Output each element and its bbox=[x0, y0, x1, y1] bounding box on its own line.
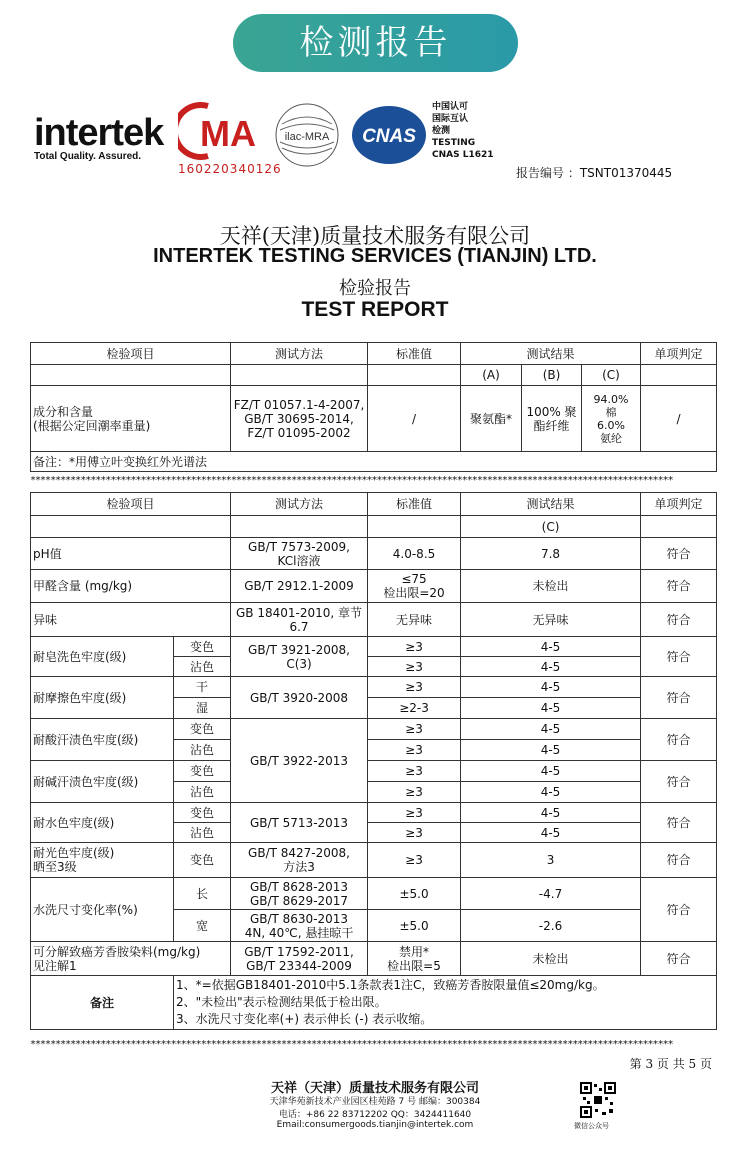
composition-method: FZ/T 01057.1-4-2007, GB/T 30695-2014, FZ/T 01095-2002 bbox=[231, 386, 368, 452]
light-standard: ≥3 bbox=[368, 843, 461, 878]
water-std1: ≥3 bbox=[368, 803, 461, 823]
header-method: 测试方法 bbox=[231, 493, 368, 516]
footer-address: 天津华苑新技术产业园区桂苑路 7 号 邮编：300384 bbox=[269, 1097, 481, 1107]
soap-sub1: 变色 bbox=[174, 637, 231, 657]
intertek-tagline: Total Quality. Assured. bbox=[34, 151, 142, 162]
formaldehyde-standard: ≤75 检出限=20 bbox=[368, 570, 461, 603]
rub-std1: ≥3 bbox=[368, 677, 461, 698]
remark-line: 3、水洗尺寸变化率(+) 表示伸长 (-) 表示收缩。 bbox=[176, 1012, 433, 1026]
header-item: 检验项目 bbox=[31, 493, 231, 516]
report-banner: 检测报告 bbox=[233, 14, 518, 72]
rub-std2: ≥2-3 bbox=[368, 698, 461, 719]
alkali-res1: 4-5 bbox=[461, 761, 641, 782]
azo-method: GB/T 17592-2011, GB/T 23344-2009 bbox=[231, 942, 368, 976]
remarks-label: 备注 bbox=[31, 976, 174, 1030]
odor-result: 无异味 bbox=[461, 603, 641, 637]
alkali-sub2: 沾色 bbox=[174, 782, 231, 803]
header-judge: 单项判定 bbox=[641, 343, 717, 365]
acid-item: 耐酸汗渍色牢度(级) bbox=[31, 719, 174, 761]
light-sub1: 变色 bbox=[174, 843, 231, 878]
water-res2: 4-5 bbox=[461, 823, 641, 843]
rub-judge: 符合 bbox=[641, 677, 717, 719]
sample-a: (A) bbox=[461, 365, 522, 386]
cnas-caption-line: CNAS L1621 bbox=[432, 150, 494, 160]
odor-item: 异味 bbox=[31, 603, 231, 637]
odor-standard: 无异味 bbox=[368, 603, 461, 637]
intertek-logo bbox=[34, 112, 163, 162]
header-result: 测试结果 bbox=[461, 493, 641, 516]
sample-c: (C) bbox=[582, 365, 641, 386]
azo-item: 可分解致癌芳香胺染料(mg/kg) 见注解1 bbox=[31, 942, 231, 976]
result-c: 94.0% 棉 6.0% 氨纶 bbox=[582, 386, 641, 452]
header-item: 检验项目 bbox=[31, 343, 231, 365]
water-item: 耐水色牢度(级) bbox=[31, 803, 174, 843]
rub-sub1: 干 bbox=[174, 677, 231, 698]
water-sub2: 沾色 bbox=[174, 823, 231, 843]
report-number: 报告编号 ：TSNT01370445 bbox=[516, 166, 673, 180]
composition-item: 成分和含量 (根据公定回潮率重量) bbox=[31, 386, 231, 452]
light-judge: 符合 bbox=[641, 843, 717, 878]
cnas-caption-line: 国际互认 bbox=[432, 114, 469, 124]
acid-sub1: 变色 bbox=[174, 719, 231, 740]
cma-logo bbox=[178, 102, 268, 160]
soap-res2: 4-5 bbox=[461, 657, 641, 677]
water-judge: 符合 bbox=[641, 803, 717, 843]
light-item: 耐光色牢度(级) 晒至3级 bbox=[31, 843, 174, 878]
ma-number: 160220340126 bbox=[178, 162, 282, 176]
report-title-en: TEST REPORT bbox=[301, 298, 449, 321]
acid-res1: 4-5 bbox=[461, 719, 641, 740]
composition-note: 备注：*用傅立叶变换红外光谱法 bbox=[31, 452, 717, 472]
sweat-method: GB/T 3922-2013 bbox=[231, 719, 368, 803]
soap-item: 耐皂洗色牢度(级) bbox=[31, 637, 174, 677]
header-method: 测试方法 bbox=[231, 343, 368, 365]
odor-method: GB 18401-2010, 章节 6.7 bbox=[231, 603, 368, 637]
dimension-std2: ±5.0 bbox=[368, 910, 461, 942]
cnas-logo bbox=[350, 104, 428, 166]
composition-judge: / bbox=[641, 386, 717, 452]
rub-method: GB/T 3920-2008 bbox=[231, 677, 368, 719]
intertek-logo-text: intertek bbox=[34, 112, 164, 154]
alkali-std1: ≥3 bbox=[368, 761, 461, 782]
sample-c: (C) bbox=[461, 516, 641, 538]
azo-standard: 禁用* 检出限=5 bbox=[368, 942, 461, 976]
dimension-item: 水洗尺寸变化率(%) bbox=[31, 878, 174, 942]
soap-judge: 符合 bbox=[641, 637, 717, 677]
ma-text: MA bbox=[200, 113, 256, 154]
remark-line: 1、*=依据GB18401-2010中5.1条款表1注C，致癌芳香胺限量值≤20mg/kg。 bbox=[176, 978, 605, 992]
formaldehyde-result: 未检出 bbox=[461, 570, 641, 603]
light-result: 3 bbox=[461, 843, 641, 878]
company-name-en: INTERTEK TESTING SERVICES (TIANJIN) LTD. bbox=[153, 245, 597, 267]
water-std2: ≥3 bbox=[368, 823, 461, 843]
alkali-item: 耐碱汗渍色牢度(级) bbox=[31, 761, 174, 803]
soap-sub2: 沾色 bbox=[174, 657, 231, 677]
acid-std1: ≥3 bbox=[368, 719, 461, 740]
separator-stars: ******************************************************************************************************************************** bbox=[30, 1040, 673, 1050]
composition-table bbox=[30, 342, 717, 472]
footer-phone: 电话：+86 22 83712202 QQ：3424411640 bbox=[278, 1110, 472, 1120]
alkali-res2: 4-5 bbox=[461, 782, 641, 803]
ph-result: 7.8 bbox=[461, 538, 641, 570]
cnas-text: CNAS bbox=[362, 126, 416, 147]
separator-stars: ******************************************************************************************************************************** bbox=[30, 476, 673, 486]
ph-method: GB/T 7573-2009, KCl溶液 bbox=[231, 538, 368, 570]
test-results-table bbox=[30, 492, 717, 1030]
soap-std1: ≥3 bbox=[368, 637, 461, 657]
acid-res2: 4-5 bbox=[461, 740, 641, 761]
alkali-sub1: 变色 bbox=[174, 761, 231, 782]
soap-method: GB/T 3921-2008, C(3) bbox=[231, 637, 368, 677]
cnas-caption-line: TESTING bbox=[432, 138, 476, 148]
footer-company: 天祥（天津）质量技术服务有限公司 bbox=[270, 1081, 479, 1096]
light-method: GB/T 8427-2008, 方法3 bbox=[231, 843, 368, 878]
header-result: 测试结果 bbox=[461, 343, 641, 365]
rub-res2: 4-5 bbox=[461, 698, 641, 719]
acid-std2: ≥3 bbox=[368, 740, 461, 761]
acid-sub2: 沾色 bbox=[174, 740, 231, 761]
dimension-method2: GB/T 8630-2013 4N, 40℃, 悬挂晾干 bbox=[231, 910, 368, 942]
sample-b: (B) bbox=[522, 365, 582, 386]
header-judge: 单项判定 bbox=[641, 493, 717, 516]
header-standard: 标准值 bbox=[368, 493, 461, 516]
page-number: 第 3 页 共 5 页 bbox=[629, 1057, 712, 1071]
rub-res1: 4-5 bbox=[461, 677, 641, 698]
dimension-std1: ±5.0 bbox=[368, 878, 461, 910]
dimension-res2: -2.6 bbox=[461, 910, 641, 942]
header-standard: 标准值 bbox=[368, 343, 461, 365]
cnas-caption-line: 中国认可 bbox=[432, 102, 469, 112]
ph-standard: 4.0-8.5 bbox=[368, 538, 461, 570]
dimension-judge: 符合 bbox=[641, 878, 717, 942]
result-b: 100% 聚 酯纤维 bbox=[522, 386, 582, 452]
company-name-cn: 天祥(天津)质量技术服务有限公司 bbox=[219, 224, 531, 248]
acid-judge: 符合 bbox=[641, 719, 717, 761]
formaldehyde-method: GB/T 2912.1-2009 bbox=[231, 570, 368, 603]
water-method: GB/T 5713-2013 bbox=[231, 803, 368, 843]
remark-line: 2、"未检出"表示检测结果低于检出限。 bbox=[176, 995, 387, 1009]
rub-sub2: 湿 bbox=[174, 698, 231, 719]
dimension-sub1: 长 bbox=[174, 878, 231, 910]
formaldehyde-judge: 符合 bbox=[641, 570, 717, 603]
footer-email: Email:consumergoods.tianjin@intertek.com bbox=[276, 1120, 474, 1130]
ilac-mra-logo bbox=[272, 100, 342, 170]
azo-result: 未检出 bbox=[461, 942, 641, 976]
soap-std2: ≥3 bbox=[368, 657, 461, 677]
formaldehyde-item: 甲醛含量 (mg/kg) bbox=[31, 570, 231, 603]
qr-label: 微信公众号 bbox=[574, 1122, 609, 1130]
water-res1: 4-5 bbox=[461, 803, 641, 823]
dimension-method1: GB/T 8628-2013 GB/T 8629-2017 bbox=[231, 878, 368, 910]
odor-judge: 符合 bbox=[641, 603, 717, 637]
alkali-std2: ≥3 bbox=[368, 782, 461, 803]
cnas-caption bbox=[432, 101, 494, 161]
composition-standard: / bbox=[368, 386, 461, 452]
remarks-cell bbox=[174, 976, 717, 1030]
soap-res1: 4-5 bbox=[461, 637, 641, 657]
cnas-caption-line: 检测 bbox=[432, 126, 451, 136]
rub-item: 耐摩擦色牢度(级) bbox=[31, 677, 174, 719]
azo-judge: 符合 bbox=[641, 942, 717, 976]
result-a: 聚氨酯* bbox=[461, 386, 522, 452]
dimension-res1: -4.7 bbox=[461, 878, 641, 910]
dimension-sub2: 宽 bbox=[174, 910, 231, 942]
ph-judge: 符合 bbox=[641, 538, 717, 570]
report-title-cn: 检验报告 bbox=[339, 278, 411, 299]
qr-code-icon bbox=[580, 1082, 616, 1118]
alkali-judge: 符合 bbox=[641, 761, 717, 803]
ph-item: pH值 bbox=[31, 538, 231, 570]
water-sub1: 变色 bbox=[174, 803, 231, 823]
ilac-text: ilac-MRA bbox=[284, 131, 330, 143]
